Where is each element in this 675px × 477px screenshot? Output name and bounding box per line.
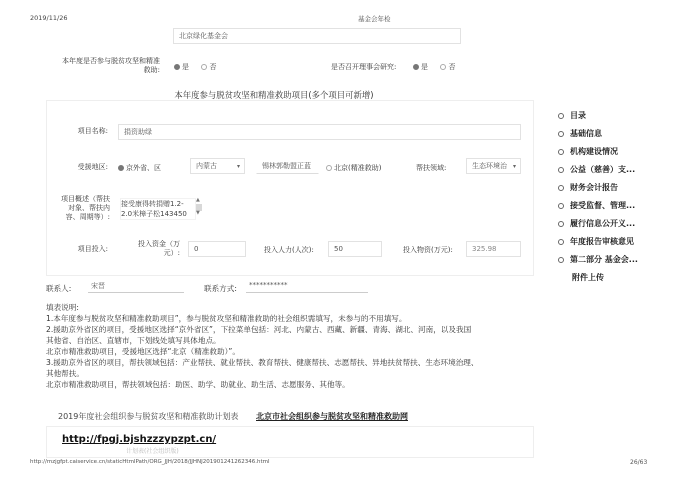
sidebar-item-basic-info[interactable]: 基础信息 [558, 128, 602, 139]
board-question-label: 是否召开理事会研究: [331, 63, 397, 71]
instruction-line: 3.援助京外省区的项目，帮扶领域包括：产业帮扶、就业帮扶、教育帮扶、健康帮扶、志愿帮扶、异地扶贫帮扶、生态环境治理、 [46, 358, 479, 367]
section-title: 本年度参与脱贫攻坚和精准救助项目(多个项目可新增) [174, 90, 374, 100]
goods-label: 投入物资(万元): [403, 246, 453, 254]
people-label: 投入人力(人次): [264, 246, 314, 254]
province-select[interactable]: 内蒙古 ▾ [190, 158, 245, 174]
aid-area-label: 受援地区: [77, 163, 108, 171]
participate-radio-group[interactable]: 是 否 [174, 62, 216, 72]
project-name-input[interactable]: 捐资助绿 [118, 124, 521, 140]
contact-method-label: 联系方式: [204, 284, 237, 293]
sidebar-item-charity-spending[interactable]: 公益（慈善）支... [558, 164, 635, 175]
print-title: 基金会年检 [358, 15, 391, 23]
bullet-icon [558, 149, 564, 155]
bullet-icon [558, 203, 564, 209]
org-name-value: 北京绿化基金会 [179, 32, 228, 40]
radio-board-no[interactable] [440, 64, 446, 70]
instruction-line: 北京市精准救助项目，帮扶领域包括：助医、助学、助就业、助生活、志愿服务、其他等。 [46, 380, 350, 389]
sidebar-item-part-two[interactable]: 第二部分 基金会... [558, 254, 638, 265]
area-radio-outside[interactable]: 京外省、区 [118, 163, 161, 173]
contact-person-input[interactable]: 宋晋 [88, 281, 184, 293]
plan-faded-caption: 计划表(社会组织版) [126, 448, 179, 455]
instruction-line: 北京市精准救助项目，受援地区选择“北京（精准救助）”。 [46, 347, 240, 356]
sidebar-item-attachments[interactable]: 附件上传 [572, 273, 604, 282]
project-summary-label: 项目概述（帮扶 对象、帮扶内 容、周期等）: [61, 195, 110, 221]
sidebar-item-contents[interactable]: 目录 [558, 110, 586, 121]
sidebar-item-supervision[interactable]: 接受监督、管理... [558, 200, 635, 211]
project-summary-textarea[interactable]: 接受康得转捐赠1.2- 2.0米樟子松143450 [120, 198, 196, 220]
org-name-field[interactable] [173, 28, 461, 44]
aid-field-label: 帮扶领域: [416, 164, 447, 172]
footer-url: http://mzjgfpt.caiservice.cn/staticHtmlPath/ORG_JJH/2018/JJHNJ201901241262346.html [30, 459, 270, 465]
project-input-label: 项目投入: [77, 245, 108, 253]
bullet-icon [558, 185, 564, 191]
radio-yes-selected[interactable] [174, 64, 180, 70]
area-radio-beijing[interactable]: 北京(精准救助) [326, 163, 381, 173]
bullet-icon [558, 221, 564, 227]
goods-input[interactable]: 325.98 [466, 241, 521, 257]
participate-question-label: 本年度是否参与脱贫攻坚和精准 救助: [62, 57, 160, 74]
people-input[interactable]: 50 [328, 241, 382, 257]
city-input[interactable]: 锡林郭勒盟正蓝 [256, 158, 319, 174]
radio-no[interactable] [201, 64, 207, 70]
sidebar-item-audit-opinion[interactable]: 年度报告审核意见 [558, 236, 634, 247]
sidebar-item-finance-report[interactable]: 财务会计报告 [558, 182, 618, 193]
bullet-icon [558, 113, 564, 119]
instruction-line: 其他省、自治区、直辖市，下划线处填写具体地点。 [46, 336, 221, 345]
board-radio-group[interactable]: 是 否 [413, 62, 455, 72]
footer-page-number: 26/63 [630, 459, 648, 466]
aid-field-select[interactable]: 生态环境治 ▾ [466, 158, 521, 174]
instructions-title: 填表说明: [46, 303, 79, 312]
contact-method-input[interactable]: *********** [246, 281, 368, 293]
plan-link[interactable]: 北京市社会组织参与脱贫攻坚和精准救助网 [256, 412, 408, 421]
bullet-icon [558, 239, 564, 245]
print-date: 2019/11/26 [30, 14, 68, 22]
contact-person-label: 联系人: [46, 284, 72, 293]
instruction-line: 其他帮扶。 [46, 369, 84, 378]
fund-input[interactable]: 0 [188, 241, 246, 257]
textarea-scrollbar[interactable]: ▲ ▼ [196, 198, 203, 218]
instruction-line: 2.援助京外省区的项目，受援地区选择“京外省区”，下拉菜单包括：河北、内蒙古、西藏、新疆、青海、湖北、河南，以及我国 [46, 325, 472, 334]
plan-text: 2019年度社会组织参与脱贫攻坚和精准救助计划表 [58, 412, 239, 421]
sidebar-item-disclosure[interactable]: 履行信息公开义... [558, 218, 635, 229]
bullet-icon [558, 131, 564, 137]
project-name-label: 项目名称: [77, 127, 108, 135]
instruction-line: 1.本年度参与脱贫攻坚和精准救助项目”，参与脱贫攻坚和精准救助的社会组织需填写，未参与的不用填写。 [46, 314, 407, 323]
bullet-icon [558, 257, 564, 263]
radio-board-yes-selected[interactable] [413, 64, 419, 70]
bullet-icon [558, 167, 564, 173]
fund-label: 投入资金（万 元）: [138, 240, 180, 257]
plan-url-link[interactable]: http://fpgj.bjshzzzypzpt.cn/ [62, 434, 217, 445]
sidebar-item-org-building[interactable]: 机构建设情况 [558, 146, 618, 157]
